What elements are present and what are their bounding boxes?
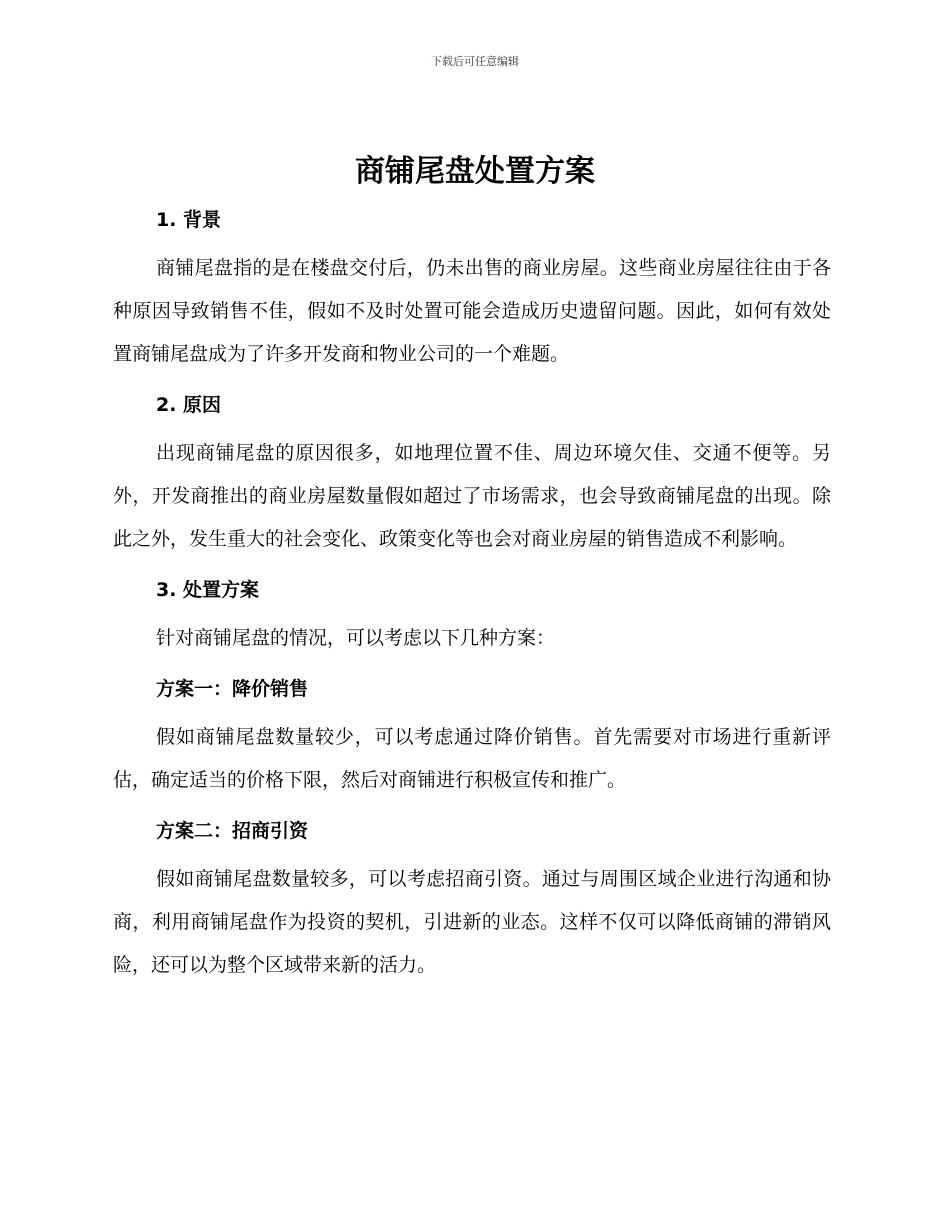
plan-two-heading: 方案二：招商引资	[156, 820, 309, 842]
paragraph-plan-two: 假如商铺尾盘数量较多，可以考虑招商引资。通过与周围区域企业进行沟通和协商，利用商铺尾盘作为投资的契机，引进新的业态。这样不仅可以降低商铺的滞销风险，还可以为整个区域带来新的活力。	[113, 868, 831, 976]
header-note: 下载后可任意编辑	[431, 55, 519, 68]
paragraph-reasons: 出现商铺尾盘的原因很多，如地理位置不佳、周边环境欠佳、交通不便等。另外，开发商推出的商业房屋数量假如超过了市场需求，也会导致商铺尾盘的出现。除此之外，发生重大的社会变化、政策变化等也会对商业房屋的销售造成不利影响。	[113, 442, 831, 550]
section-heading-plans: 3. 处置方案	[156, 579, 260, 601]
paragraph-plans-intro: 针对商铺尾盘的情况，可以考虑以下几种方案：	[156, 627, 556, 649]
plan-one-heading: 方案一：降价销售	[156, 678, 309, 700]
paragraph-plan-one: 假如商铺尾盘数量较少，可以考虑通过降价销售。首先需要对市场进行重新评估，确定适当的价格下限，然后对商铺进行积极宣传和推广。	[113, 726, 831, 791]
section-heading-background: 1. 背景	[156, 209, 222, 231]
paragraph-background: 商铺尾盘指的是在楼盘交付后，仍未出售的商业房屋。这些商业房屋往往由于各种原因导致销售不佳，假如不及时处置可能会造成历史遗留问题。因此，如何有效处置商铺尾盘成为了许多开发商和物业公司的一个难题。	[113, 257, 831, 365]
section-heading-reasons: 2. 原因	[156, 394, 222, 416]
document-title: 商铺尾盘处置方案	[355, 154, 595, 189]
document-body	[113, 203, 831, 987]
